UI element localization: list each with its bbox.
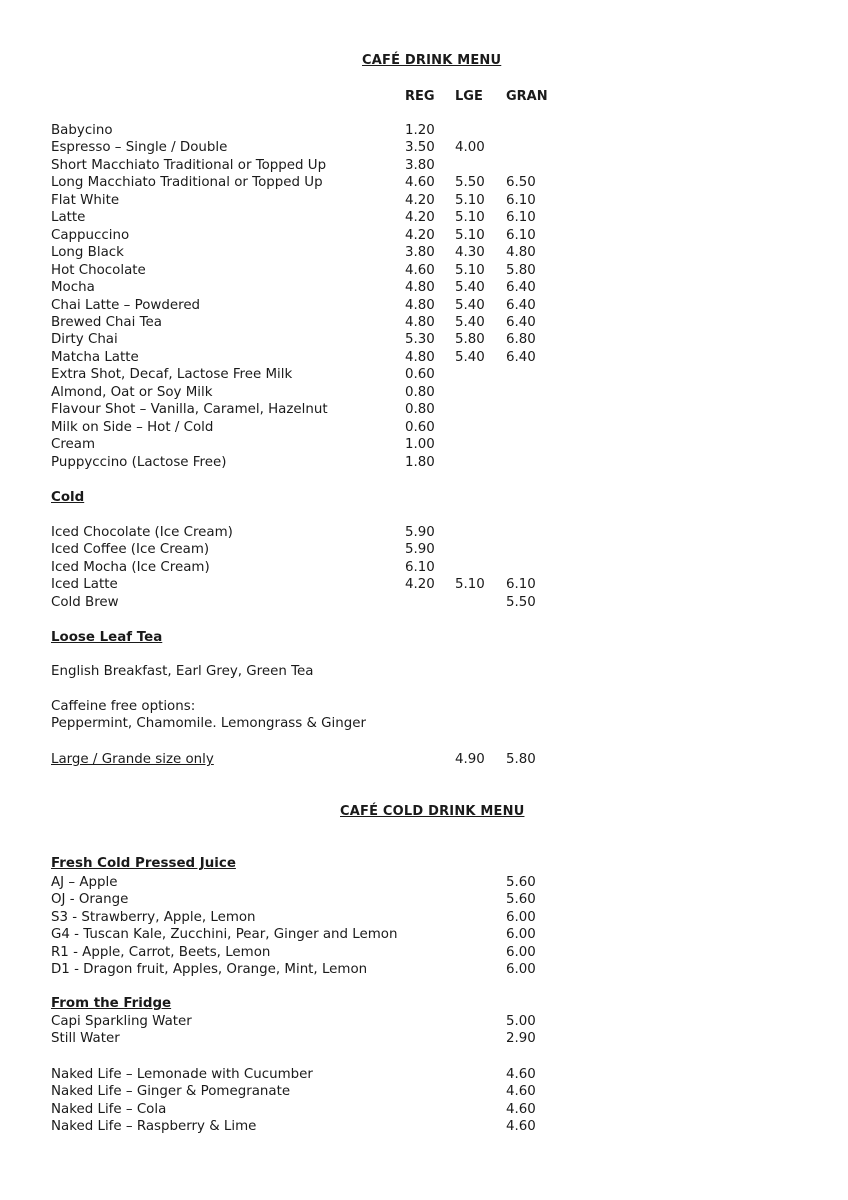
item-name: Puppyccino (Lactose Free): [51, 454, 227, 470]
gran-price: 6.10: [506, 210, 536, 226]
lge-price: 5.80: [455, 332, 485, 348]
menu-item-row: [51, 961, 611, 978]
gran-price: 5.80: [506, 262, 536, 278]
menu-item-row: [51, 524, 611, 541]
item-name: Espresso – Single / Double: [51, 140, 228, 156]
item-name: Flavour Shot – Vanilla, Caramel, Hazelnut: [51, 402, 328, 418]
loose-leaf-tea-heading: Loose Leaf Tea: [51, 630, 163, 645]
reg-price: 5.90: [405, 525, 435, 540]
gran-price: 6.40: [506, 280, 536, 296]
item-name: Brewed Chai Tea: [51, 314, 162, 330]
reg-price: 4.20: [405, 577, 435, 593]
gran-price: 6.80: [506, 332, 536, 348]
reg-price: 5.90: [405, 542, 435, 558]
cold-drink-menu-title: CAFÉ COLD DRINK MENU: [340, 804, 525, 819]
item-name: Mocha: [51, 280, 95, 296]
reg-price: 5.30: [405, 332, 435, 348]
lge-price: 5.10: [455, 227, 485, 243]
item-name: Dirty Chai: [51, 332, 118, 348]
gran-price: 6.10: [506, 192, 536, 208]
lge-column-header: LGE: [455, 89, 483, 104]
item-name: Babycino: [51, 123, 113, 138]
reg-price: 4.80: [405, 349, 435, 365]
reg-price: 4.80: [405, 314, 435, 330]
menu-item-row: [51, 454, 611, 471]
item-price: 4.60: [506, 1084, 536, 1100]
gran-price: 6.40: [506, 349, 536, 365]
menu-item-row: [51, 192, 611, 209]
lge-price: 5.10: [455, 192, 485, 208]
gran-column-header: GRAN: [506, 89, 548, 104]
lge-price: 5.40: [455, 280, 485, 296]
menu-item-row: [51, 174, 611, 191]
item-name: D1 - Dragon fruit, Apples, Orange, Mint, Lemon: [51, 962, 368, 978]
reg-price: 0.80: [405, 402, 435, 418]
item-name: Hot Chocolate: [51, 262, 146, 278]
lge-price: 5.40: [455, 314, 485, 330]
size-note-gran-price: 5.80: [506, 752, 536, 767]
size-note-label: Large / Grande size only: [51, 752, 214, 767]
item-name: Iced Chocolate (Ice Cream): [51, 525, 233, 540]
gran-price: 6.10: [506, 227, 536, 243]
lge-price: 4.00: [455, 140, 485, 156]
reg-price: 4.20: [405, 210, 435, 226]
menu-item-row: [51, 297, 611, 314]
reg-price: 4.20: [405, 227, 435, 243]
menu-item-row: [51, 262, 611, 279]
menu-item-row: [51, 1066, 611, 1083]
menu-item-row: [51, 594, 611, 611]
gran-price: 6.40: [506, 314, 536, 330]
item-price: 2.90: [506, 1031, 536, 1047]
item-name: Long Black: [51, 245, 124, 261]
menu-item-row: [51, 122, 611, 139]
size-note-lge-price: 4.90: [455, 752, 485, 767]
reg-price: 3.80: [405, 157, 435, 173]
reg-price: 0.60: [405, 419, 435, 435]
item-price: 6.00: [506, 927, 536, 943]
menu-item-row: [51, 576, 611, 593]
gran-price: 5.50: [506, 594, 536, 610]
menu-item-row: [51, 1030, 611, 1047]
item-name: Long Macchiato Traditional or Topped Up: [51, 175, 323, 191]
item-price: 6.00: [506, 944, 536, 960]
lge-price: 5.10: [455, 262, 485, 278]
gran-price: 4.80: [506, 245, 536, 261]
item-name: Short Macchiato Traditional or Topped Up: [51, 157, 327, 173]
item-price: 5.60: [506, 875, 536, 890]
item-name: Cream: [51, 437, 96, 453]
lge-price: 5.10: [455, 210, 485, 226]
item-name: R1 - Apple, Carrot, Beets, Lemon: [51, 944, 271, 960]
item-name: Naked Life – Raspberry & Lime: [51, 1119, 257, 1135]
reg-price: 3.80: [405, 245, 435, 261]
item-name: Latte: [51, 210, 86, 226]
lge-price: 5.40: [455, 297, 485, 313]
menu-item-row: [51, 314, 611, 331]
menu-item-row: [51, 157, 611, 174]
reg-price: 4.20: [405, 192, 435, 208]
juice-heading: Fresh Cold Pressed Juice: [51, 856, 236, 871]
item-name: Capi Sparkling Water: [51, 1014, 192, 1029]
item-name: OJ - Orange: [51, 892, 129, 908]
menu-item-row: [51, 139, 611, 156]
menu-item-row: [51, 1083, 611, 1100]
item-name: Naked Life – Ginger & Pomegranate: [51, 1084, 291, 1100]
item-price: 5.60: [506, 892, 536, 908]
lge-price: 4.30: [455, 245, 485, 261]
item-name: Cappuccino: [51, 227, 130, 243]
caffeine-free-list: Peppermint, Chamomile. Lemongrass & Ginger: [51, 716, 367, 731]
reg-price: 6.10: [405, 559, 435, 575]
item-name: Cold Brew: [51, 594, 119, 610]
reg-price: 4.60: [405, 175, 435, 191]
reg-price: 1.00: [405, 437, 435, 453]
caffeine-free-label: Caffeine free options:: [51, 699, 196, 714]
gran-price: 6.40: [506, 297, 536, 313]
item-price: 4.60: [506, 1101, 536, 1117]
item-name: Naked Life – Cola: [51, 1101, 167, 1117]
menu-item-row: [51, 279, 611, 296]
item-name: S3 - Strawberry, Apple, Lemon: [51, 909, 256, 925]
item-price: 4.60: [506, 1119, 536, 1135]
item-name: Iced Mocha (Ice Cream): [51, 559, 210, 575]
menu-item-row: [51, 891, 611, 908]
gran-price: 6.10: [506, 577, 536, 593]
item-price: 5.00: [506, 1014, 536, 1029]
cold-heading: Cold: [51, 490, 85, 505]
menu-item-row: [51, 331, 611, 348]
menu-item-row: [51, 944, 611, 961]
item-name: Iced Coffee (Ice Cream): [51, 542, 210, 558]
lge-price: 5.50: [455, 175, 485, 191]
item-name: Naked Life – Lemonade with Cucumber: [51, 1067, 313, 1082]
reg-price: 4.80: [405, 297, 435, 313]
menu-item-row: [51, 1013, 611, 1030]
item-name: Chai Latte – Powdered: [51, 297, 201, 313]
menu-item-row: [51, 926, 611, 943]
reg-price: 0.80: [405, 384, 435, 400]
menu-item-row: [51, 366, 611, 383]
item-price: 6.00: [506, 909, 536, 925]
gran-price: 6.50: [506, 175, 536, 191]
reg-price: 4.60: [405, 262, 435, 278]
menu-item-row: [51, 244, 611, 261]
reg-price: 1.80: [405, 454, 435, 470]
size-note-row: [51, 751, 611, 768]
item-name: G4 - Tuscan Kale, Zucchini, Pear, Ginger and Lemon: [51, 927, 398, 943]
reg-price: 0.60: [405, 367, 435, 383]
reg-column-header: REG: [405, 89, 435, 104]
item-name: Extra Shot, Decaf, Lactose Free Milk: [51, 367, 293, 383]
item-price: 6.00: [506, 962, 536, 978]
menu-item-row: [51, 401, 611, 418]
item-name: Milk on Side – Hot / Cold: [51, 419, 214, 435]
item-name: Almond, Oat or Soy Milk: [51, 384, 213, 400]
menu-item-row: [51, 874, 611, 891]
menu-item-row: [51, 349, 611, 366]
menu-item-row: [51, 1101, 611, 1118]
menu-item-row: [51, 436, 611, 453]
item-name: Matcha Latte: [51, 349, 139, 365]
reg-price: 4.80: [405, 280, 435, 296]
menu-item-row: [51, 541, 611, 558]
menu-item-row: [51, 227, 611, 244]
drink-menu-title: CAFÉ DRINK MENU: [362, 53, 502, 68]
lge-price: 5.40: [455, 349, 485, 365]
menu-item-row: [51, 1118, 611, 1135]
item-price: 4.60: [506, 1067, 536, 1082]
item-name: Still Water: [51, 1031, 120, 1047]
menu-item-row: [51, 209, 611, 226]
menu-item-row: [51, 909, 611, 926]
item-name: Iced Latte: [51, 577, 118, 593]
menu-item-row: [51, 384, 611, 401]
fridge-heading: From the Fridge: [51, 996, 172, 1011]
lge-price: 5.10: [455, 577, 485, 593]
item-name: AJ – Apple: [51, 875, 118, 890]
menu-item-row: [51, 419, 611, 436]
menu-item-row: [51, 559, 611, 576]
reg-price: 3.50: [405, 140, 435, 156]
reg-price: 1.20: [405, 123, 435, 138]
tea-varieties: English Breakfast, Earl Grey, Green Tea: [51, 664, 314, 679]
item-name: Flat White: [51, 192, 120, 208]
